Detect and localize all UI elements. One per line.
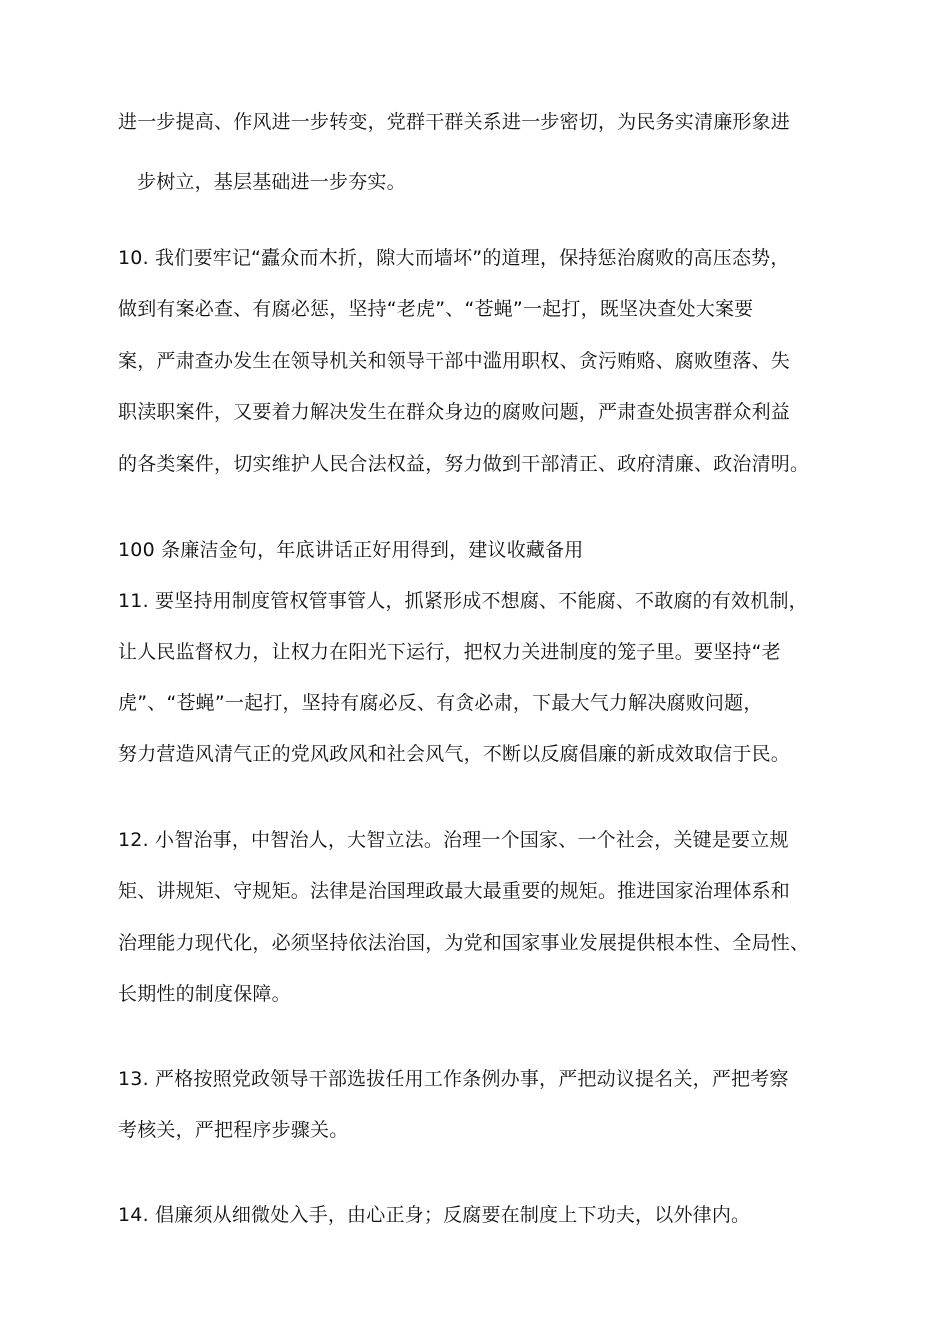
paragraph-line: 13. 严格按照党政领导干部选拔任用工作条例办事，严把动议提名关，严把考察: [118, 1068, 789, 1090]
paragraph-line: 让人民监督权力，让权力在阳光下运行，把权力关进制度的笼子里。要坚持“老: [118, 641, 781, 663]
paragraph-line: 案，严肃查办发生在领导机关和领导干部中滥用职权、贪污贿赂、腐败堕落、失: [118, 350, 791, 372]
paragraph-line: 做到有案必查、有腐必惩，坚持“老虎”、“苍蝇”一起打，既坚决查处大案要: [118, 298, 754, 320]
paragraph-line: 11. 要坚持用制度管权管事管人，抓紧形成不想腐、不能腐、不敢腐的有效机制，: [118, 590, 808, 612]
paragraph-line: 10. 我们要牢记“蠹众而木折，隙大而墙坏”的道理，保持惩治腐败的高压态势，: [118, 247, 790, 269]
paragraph-line: 14. 倡廉须从细微处入手，由心正身；反腐要在制度上下功夫，以外律内。: [118, 1204, 751, 1226]
paragraph-line: 职渎职案件，又要着力解决发生在群众身边的腐败问题，严肃查处损害群众利益: [118, 401, 791, 423]
section-subtitle: 100 条廉洁金句，年底讲话正好用得到，建议收藏备用: [118, 539, 584, 561]
paragraph-line: 努力营造风清气正的党风政风和社会风气，不断以反腐倡廉的新成效取信于民。: [118, 743, 791, 765]
paragraph-line: 12. 小智治事，中智治人，大智立法。治理一个国家、一个社会，关键是要立规: [118, 829, 789, 851]
paragraph-line: 虎”、“苍蝇”一起打，坚持有腐必反、有贪必肃，下最大气力解决腐败问题，: [118, 692, 763, 714]
paragraph-line: 考核关，严把程序步骤关。: [118, 1119, 349, 1141]
paragraph-line: 的各类案件，切实维护人民合法权益，努力做到干部清正、政府清廉、政治清明。: [118, 453, 810, 475]
paragraph-line: 步树立，基层基础进一步夯实。: [137, 171, 406, 193]
paragraph-line: 矩、讲规矩、守规矩。法律是治国理政最大最重要的规矩。推进国家治理体系和: [118, 880, 791, 902]
paragraph-line: 治理能力现代化，必须坚持依法治国，为党和国家事业发展提供根本性、全局性、: [118, 932, 810, 954]
paragraph-line: 长期性的制度保障。: [118, 983, 291, 1005]
paragraph-line: 进一步提高、作风进一步转变，党群干群关系进一步密切，为民务实清廉形象进: [118, 111, 791, 133]
